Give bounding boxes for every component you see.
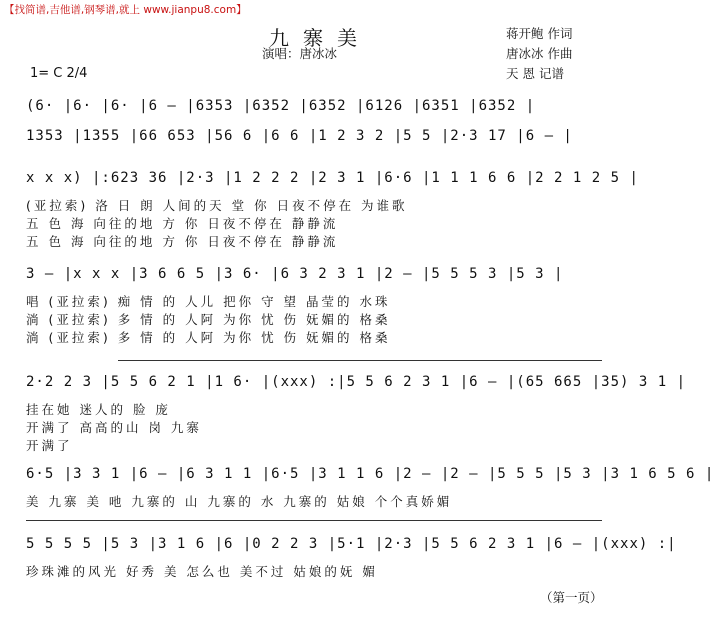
system-3-lyrics-3: 五 色 海 向往的地 方 你 日夜不停在 静静流 [26,234,339,249]
system-2-notes: 1353 |1355 |66 653 |56 6 |6 6 |1 2 3 2 |5 5 |2·3 17 |6 – | [26,128,573,144]
lyricist-credit: 蒋开鲍 作词 [506,26,573,41]
system-4-notes: 3 – |x x x |3 6 6 5 |3 6· |6 3 2 3 1 |2 – |5 5 5 3 |5 3 | [26,266,564,282]
system-6-notes: 6·5 |3 3 1 |6 – |6 3 1 1 |6·5 |3 1 1 6 |2 – |2 – |5 5 5 |5 3 |3 1 6 5 6 | [26,466,714,482]
transcriber-credit: 天 恩 记谱 [506,66,564,81]
system-5-lyrics-1: 挂在她 迷人的 脸 庞 [26,402,171,417]
key-signature: 1= C 2/4 [30,66,88,81]
system-3-notes: x x x) |:623 36 |2·3 |1 2 2 2 |2 3 1 |6·6 |1 1 1 6 6 |2 2 1 2 5 | [26,170,639,186]
system-4-lyrics-2: 淌 (亚拉索) 多 情 的 人阿 为你 忧 伤 妩媚的 格桑 [26,312,391,327]
system-5-lyrics-3: 开满了 [26,438,73,453]
system-7-lyrics-1: 珍珠滩的风光 好秀 美 怎么也 美不过 姑娘的妩 媚 [26,564,378,579]
system-6-lyrics-1: 美 九寨 美 吔 九寨的 山 九寨的 水 九寨的 姑娘 个个真娇媚 [26,494,453,509]
system-3-lyrics-2: 五 色 海 向往的地 方 你 日夜不停在 静静流 [26,216,339,231]
volta-2-line [330,360,602,361]
system-5-notes: 2·2 2 3 |5 5 6 2 1 |1 6· |(xxx) :|5 5 6 2 3 1 |6 – |(65 665 |35) 3 1 | [26,374,687,390]
song-title: 九寨美 [269,26,371,50]
system-5-lyrics-2: 开满了 高高的山 岗 九寨 [26,420,202,435]
page-number: （第一页） [540,590,603,605]
system-4-lyrics-3: 淌 (亚拉索) 多 情 的 人阿 为你 忧 伤 妩媚的 格桑 [26,330,391,345]
system-3-lyrics-1: (亚拉索) 洛 日 朗 人间的天 堂 你 日夜不停在 为谁歌 [26,198,408,213]
system-7-notes: 5 5 5 5 |5 3 |3 1 6 |6 |0 2 2 3 |5·1 |2·3 |5 5 6 2 3 1 |6 – |(xxx) :| [26,536,677,552]
system-4-lyrics-1: 唱 (亚拉索) 痴 情 的 人儿 把你 守 望 晶莹的 水珠 [26,294,391,309]
system-7-top-line [26,520,602,521]
site-banner: 【找简谱,吉他谱,钢琴谱,就上 www.jianpu8.com】 [4,4,247,16]
system-1-notes: (6· |6· |6· |6 – |6353 |6352 |6352 |6126 |6351 |6352 | [26,98,536,114]
singer-credit: 演唱：唐冰冰 [262,46,338,61]
composer-credit: 唐冰冰 作曲 [506,46,573,61]
